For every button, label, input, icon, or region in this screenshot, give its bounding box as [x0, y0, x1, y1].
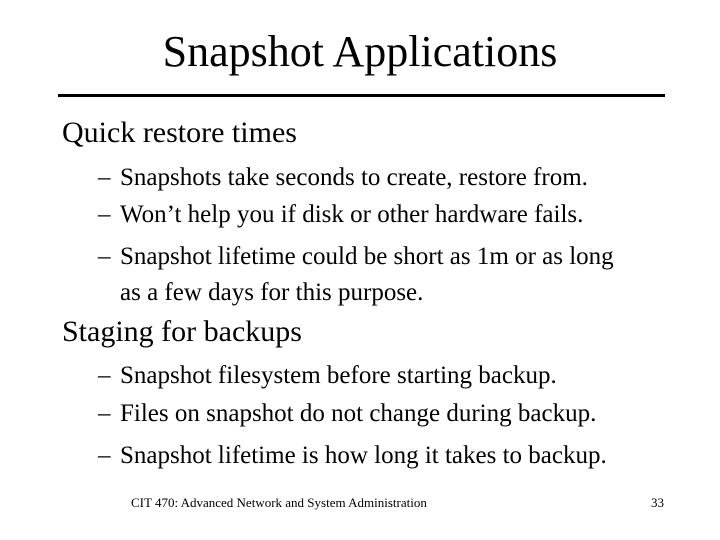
bullet-text: Won’t help you if disk or other hardware fails. [120, 201, 584, 228]
dash-marker: – [98, 362, 111, 389]
dash-marker: – [98, 400, 111, 427]
slide-title: Snapshot Applications [162, 27, 558, 76]
bullet-text: Snapshot lifetime could be short as 1m or as long [120, 243, 614, 270]
bullet-text: Snapshot filesystem before starting backup. [120, 362, 557, 389]
title-divider [58, 94, 665, 97]
section-heading-staging-backups: Staging for backups [62, 315, 302, 348]
bullet-item [98, 242, 614, 272]
bullet-item [98, 163, 588, 193]
bullet-text: Files on snapshot do not change during backup. [120, 400, 597, 427]
footer-course: CIT 470: Advanced Network and System Administration [131, 495, 427, 510]
bullet-item [98, 399, 596, 429]
dash-marker: – [98, 201, 111, 228]
section-heading-quick-restore: Quick restore times [62, 116, 297, 149]
bullet-text: Snapshot lifetime is how long it takes to backup. [120, 442, 607, 469]
page-number: 33 [651, 495, 664, 510]
bullet-item [98, 441, 607, 471]
dash-marker: – [98, 442, 111, 469]
bullet-text: Snapshots take seconds to create, restore from. [120, 164, 588, 191]
dash-marker: – [98, 243, 111, 270]
bullet-continuation: as a few days for this purpose. [120, 279, 424, 306]
bullet-item [98, 200, 583, 230]
dash-marker: – [98, 164, 111, 191]
bullet-item [98, 361, 557, 391]
